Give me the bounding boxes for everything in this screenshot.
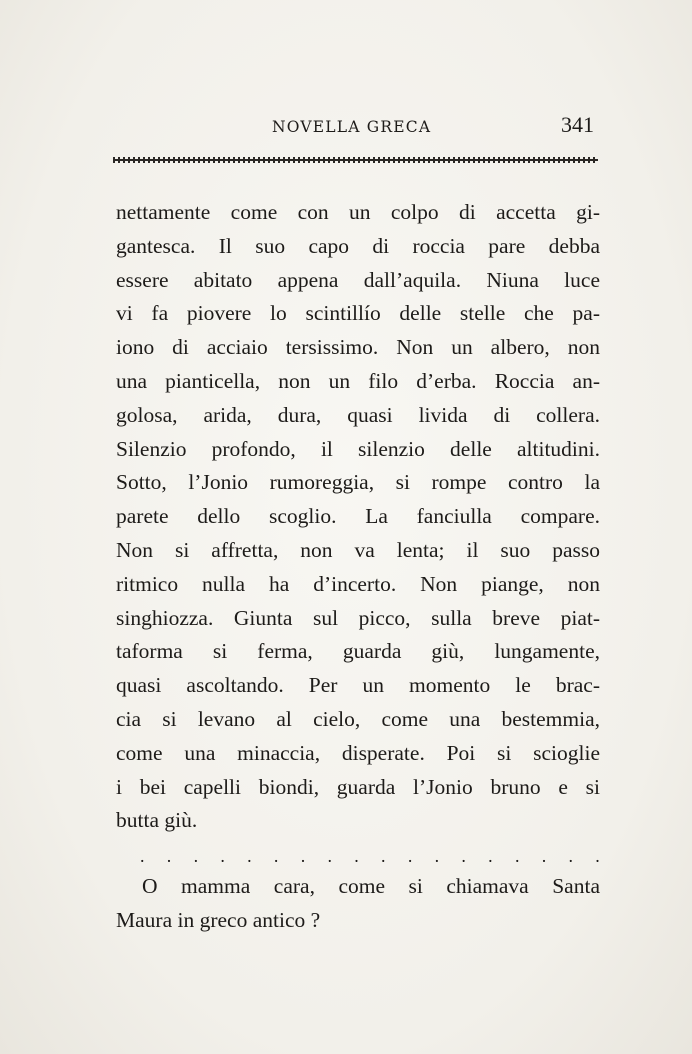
running-title: NOVELLA GRECA	[272, 118, 432, 136]
separator-dot: .	[273, 846, 279, 866]
separator-dot: .	[327, 846, 332, 866]
separator-dot: .	[220, 846, 225, 866]
text-line: taforma si ferma, guarda giù, lungamente,	[116, 639, 600, 664]
text-line: una pianticella, non un filo d’erba. Roccia an-	[116, 368, 600, 393]
separator-dot: .	[568, 846, 573, 866]
text-line: O mamma cara, come si chiamava Santa	[142, 874, 600, 898]
text-line-last: Maura in greco antico ?	[116, 907, 321, 932]
separator-dot: .	[140, 846, 145, 866]
page-number: 341	[561, 112, 594, 137]
separator-dot: .	[193, 846, 199, 866]
separator-dot: .	[407, 846, 413, 866]
separator-dot: .	[514, 846, 520, 866]
text-line: cia si levano al cielo, come una bestemmia,	[116, 706, 600, 731]
section-separator	[140, 846, 600, 867]
text-line: Sotto, l’Jonio rumoreggia, si rompe contro la	[116, 470, 600, 495]
text-line: i bei capelli biondi, guarda l’Jonio bruno e si	[116, 774, 600, 799]
closing-paragraph	[116, 870, 600, 938]
text-line: singhiozza. Giunta sul picco, sulla breve piat-	[116, 605, 600, 630]
text-line: vi fa piovere lo scintillío delle stelle che pa-	[116, 301, 600, 326]
text-line: ritmico nulla ha d’incerto. Non piange, non	[116, 571, 600, 596]
separator-dot: .	[354, 846, 359, 866]
separator-dot: .	[434, 846, 440, 866]
text-line: come una minaccia, disperate. Poi si scioglie	[116, 740, 600, 765]
separator-dot: .	[381, 846, 386, 866]
text-line: gantesca. Il suo capo di roccia pare debba	[116, 233, 600, 258]
text-line: quasi ascoltando. Per un momento le brac-	[116, 673, 600, 698]
text-line: parete dello scoglio. La fanciulla compare.	[116, 504, 600, 529]
separator-dot: .	[595, 846, 600, 866]
ornamental-rule	[113, 157, 598, 163]
separator-dot: .	[247, 846, 252, 866]
separator-dot: .	[541, 846, 547, 866]
separator-dot: .	[166, 846, 172, 866]
separator-dot: .	[300, 846, 306, 866]
separator-dot: .	[461, 846, 466, 866]
separator-dot: .	[488, 846, 493, 866]
text-line-last: butta giù.	[116, 808, 198, 833]
running-head	[0, 112, 692, 142]
text-line: essere abitato appena dall’aquila. Niuna luce	[116, 267, 600, 292]
text-line: golosa, arida, dura, quasi livida di collera.	[116, 402, 600, 427]
text-line: nettamente come con un colpo di accetta gi-	[116, 200, 600, 224]
text-line: iono di acciaio tersissimo. Non un albero, non	[116, 335, 600, 360]
text-line: Non si affretta, non va lenta; il suo passo	[116, 537, 600, 562]
body-paragraph	[116, 196, 600, 838]
text-line: Silenzio profondo, il silenzio delle altitudini.	[116, 436, 600, 461]
